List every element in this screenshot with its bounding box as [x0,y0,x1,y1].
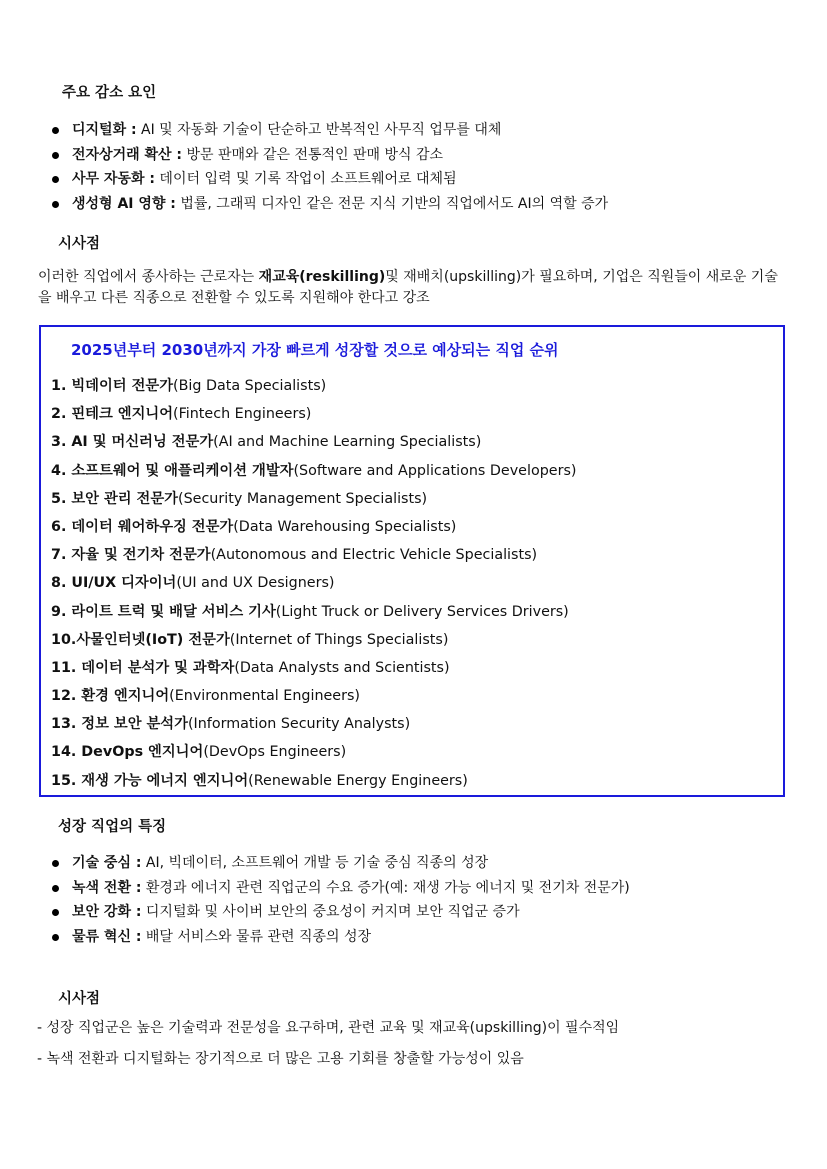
bullet-icon [52,201,59,208]
ranking-title: 2025년부터 2030년까지 가장 빠르게 성장할 것으로 예상되는 직업 순위 [71,341,559,359]
list-item [52,118,608,143]
factor-term: 전자상거래 확산 : [72,146,183,163]
ranking-item [51,400,576,428]
job-name: 1. 빅데이터 전문가 [51,378,174,394]
factor-term: 사무 자동화 : [72,171,155,187]
job-english: (Information Security Analysts) [187,716,411,733]
ranking-item [51,682,576,710]
job-english: (Light Truck or Delivery Services Drivers) [275,603,569,620]
bullet-icon [52,127,59,134]
factor-term: 디지털화 : [72,122,137,138]
ranking-item [51,626,576,654]
job-ranking-box [39,325,785,797]
list-item [52,851,630,876]
job-name: 15. 재생 가능 에너지 엔지니어 [51,772,249,789]
list-item [52,143,608,168]
job-english: (Environmental Engineers) [169,688,360,705]
job-english: (DevOps Engineers) [203,744,347,761]
implication-heading: 시사점 [58,236,101,252]
growth-heading: 성장 직업의 특징 [58,819,167,835]
feature-desc: AI, 빅데이터, 소프트웨어 개발 등 기술 중심 직종의 성장 [141,855,489,871]
implication-note: - 성장 직업군은 높은 기술력과 전문성을 요구하며, 관련 교육 및 재교육(upskilling)이 필수적임 [37,1020,620,1036]
ranking-item [51,457,576,485]
job-english: (Big Data Specialists) [173,378,327,394]
ranking-item [51,598,576,626]
job-english: (Internet of Things Specialists) [229,631,449,648]
job-name: 4. 소프트웨어 및 애플리케이션 개발자 [51,462,294,479]
ranking-item [51,372,576,400]
job-english: (Fintech Engineers) [173,406,312,423]
job-name: 13. 정보 보안 분석가 [51,716,188,733]
feature-desc: 환경과 에너지 관련 직업군의 수요 증가(예: 재생 가능 에너지 및 전기차 전문가) [141,879,630,896]
bullet-icon [52,152,59,159]
feature-desc: 디지털화 및 사이버 보안의 중요성이 커지며 보안 직업군 증가 [141,904,520,920]
list-item [52,192,608,217]
job-name: 7. 자율 및 전기차 전문가 [51,547,211,564]
implication-text-end: 및 재배치(upskilling)가 필요하며, 기업은 직원들이 새로운 기술을 배우고 다른 직종으로 전환할 수 있도록 지원해야 한다고 강조 [38,269,778,306]
job-name: 5. 보안 관리 전문가 [51,490,178,507]
job-name: 14. DevOps 엔지니어 [51,744,204,761]
ranking-item [51,654,576,682]
job-name: 9. 라이트 트럭 및 배달 서비스 기사 [51,603,276,620]
decline-factor-list [52,118,608,216]
factor-term: 생성형 AI 영향 : [72,195,176,212]
list-item [52,167,608,192]
ranking-item [51,428,576,456]
ranking-item [51,710,576,738]
factor-desc: 법률, 그래픽 디자인 같은 전문 지식 기반의 직업에서도 AI의 역할 증가 [175,195,609,212]
growth-feature-list [52,851,630,949]
job-english: (Data Analysts and Scientists) [234,659,450,676]
ranking-item [51,541,576,569]
job-english: (UI and UX Designers) [176,575,335,592]
job-name: 2. 핀테크 엔지니어 [51,406,174,423]
factor-desc: AI 및 자동화 기술이 단순하고 반복적인 사무직 업무를 대체 [136,122,502,138]
implication-text-bold: 재교육(reskilling) [258,269,386,285]
implication-heading-2: 시사점 [58,991,101,1007]
list-item [52,925,630,950]
ranking-item [51,767,576,795]
job-name: 3. AI 및 머신러닝 전문가 [51,434,214,451]
factor-desc: 데이터 입력 및 기록 작업이 소프트웨어로 대체됨 [154,171,457,187]
ranking-item [51,485,576,513]
job-name: 8. UI/UX 디자이너 [51,575,177,592]
bullet-icon [52,885,59,892]
ranking-item [51,738,576,766]
feature-term: 녹색 전환 : [72,879,142,896]
job-english: (Autonomous and Electric Vehicle Specialists) [210,547,538,564]
implication-text-start: 이러한 직업에서 종사하는 근로자는 [38,269,259,285]
list-item [52,876,630,901]
ranking-item [51,569,576,597]
list-item [52,900,630,925]
bullet-icon [52,909,59,916]
bullet-icon [52,860,59,867]
feature-term: 물류 혁신 : [72,928,142,945]
job-english: (Security Management Specialists) [178,490,428,507]
factor-desc: 방문 판매와 같은 전통적인 판매 방식 감소 [182,146,444,163]
job-english: (Data Warehousing Specialists) [233,518,457,535]
job-name: 12. 환경 엔지니어 [51,688,170,705]
implication-paragraph [38,267,790,308]
job-english: (Renewable Energy Engineers) [248,772,468,789]
bullet-icon [52,176,59,183]
feature-term: 기술 중심 : [72,855,142,871]
job-name: 6. 데이터 웨어하우징 전문가 [51,518,234,535]
job-english: (AI and Machine Learning Specialists) [213,434,482,451]
bullet-icon [52,934,59,941]
decline-heading: 주요 감소 요인 [62,85,157,101]
implication-note: - 녹색 전환과 디지털화는 장기적으로 더 많은 고용 기회를 창출할 가능성이 있음 [37,1051,524,1067]
job-name: 11. 데이터 분석가 및 과학자 [51,659,235,676]
ranking-list [51,372,576,795]
job-english: (Software and Applications Developers) [293,462,577,479]
feature-term: 보안 강화 : [72,904,142,920]
feature-desc: 배달 서비스와 물류 관련 직종의 성장 [141,928,372,945]
ranking-item [51,513,576,541]
job-name: 10.사물인터넷(IoT) 전문가 [51,631,230,648]
